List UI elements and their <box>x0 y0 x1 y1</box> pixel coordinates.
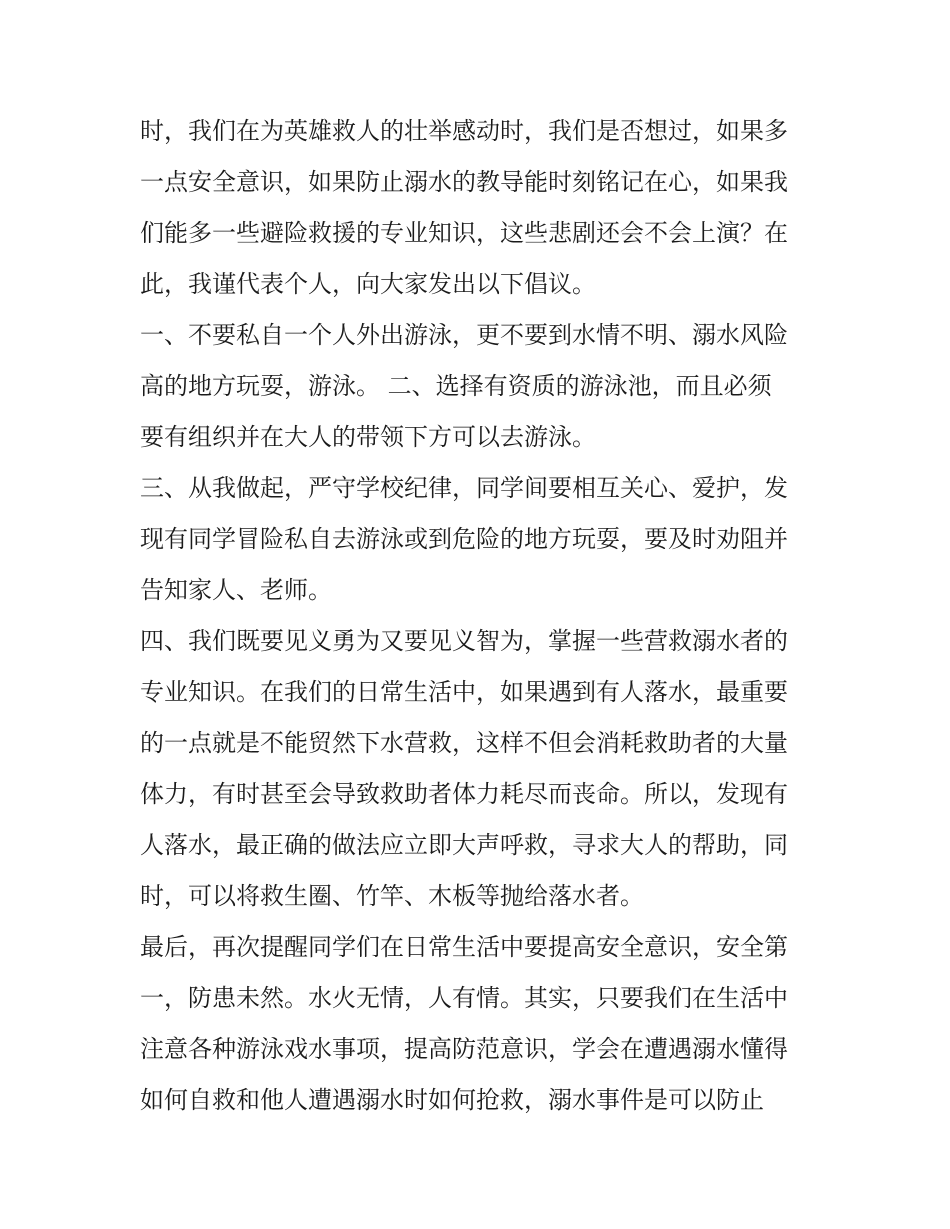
text-line: 人落水，最正确的做法应立即大声呼救，寻求大人的帮助，同 <box>140 831 788 859</box>
text-line: 三、从我做起，严守学校纪律，同学间要相互关心、爱护，发 <box>140 474 788 502</box>
text-line: 如何自救和他人遭遇溺水时如何抢救，溺水事件是可以防止 <box>140 1086 764 1114</box>
text-line: 时，我们在为英雄救人的壮举感动时，我们是否想过，如果多 <box>140 117 788 145</box>
text-line: 告知家人、老师。 <box>140 576 332 604</box>
text-line: 专业知识。在我们的日常生活中，如果遇到有人落水，最重要 <box>140 678 788 706</box>
text-line: 要有组织并在大人的带领下方可以去游泳。 <box>140 423 596 451</box>
text-line: 现有同学冒险私自去游泳或到危险的地方玩耍，要及时劝阻并 <box>140 525 788 553</box>
text-line: 体力，有时甚至会导致救助者体力耗尽而丧命。所以，发现有 <box>140 780 788 808</box>
text-line: 时，可以将救生圈、竹竿、木板等抛给落水者。 <box>140 882 644 910</box>
text-line: 四、我们既要见义勇为又要见义智为，掌握一些营救溺水者的 <box>140 627 788 655</box>
text-line: 高的地方玩耍，游泳。 二、选择有资质的游泳池，而且必须 <box>140 372 772 400</box>
text-line: 的一点就是不能贸然下水营救，这样不但会消耗救助者的大量 <box>140 729 788 757</box>
document-body <box>140 106 815 1126</box>
text-line: 一点安全意识，如果防止溺水的教导能时刻铭记在心，如果我 <box>140 168 788 196</box>
text-line: 最后，再次提醒同学们在日常生活中要提高安全意识，安全第 <box>140 933 788 961</box>
text-line: 一、不要私自一个人外出游泳，更不要到水情不明、溺水风险 <box>140 321 788 349</box>
text-line: 们能多一些避险救援的专业知识，这些悲剧还会不会上演？在 <box>140 219 788 247</box>
text-line: 注意各种游泳戏水事项，提高防范意识，学会在遭遇溺水懂得 <box>140 1035 788 1063</box>
text-line: 此，我谨代表个人，向大家发出以下倡议。 <box>140 270 596 298</box>
text-line: 一，防患未然。水火无情，人有情。其实，只要我们在生活中 <box>140 984 788 1012</box>
